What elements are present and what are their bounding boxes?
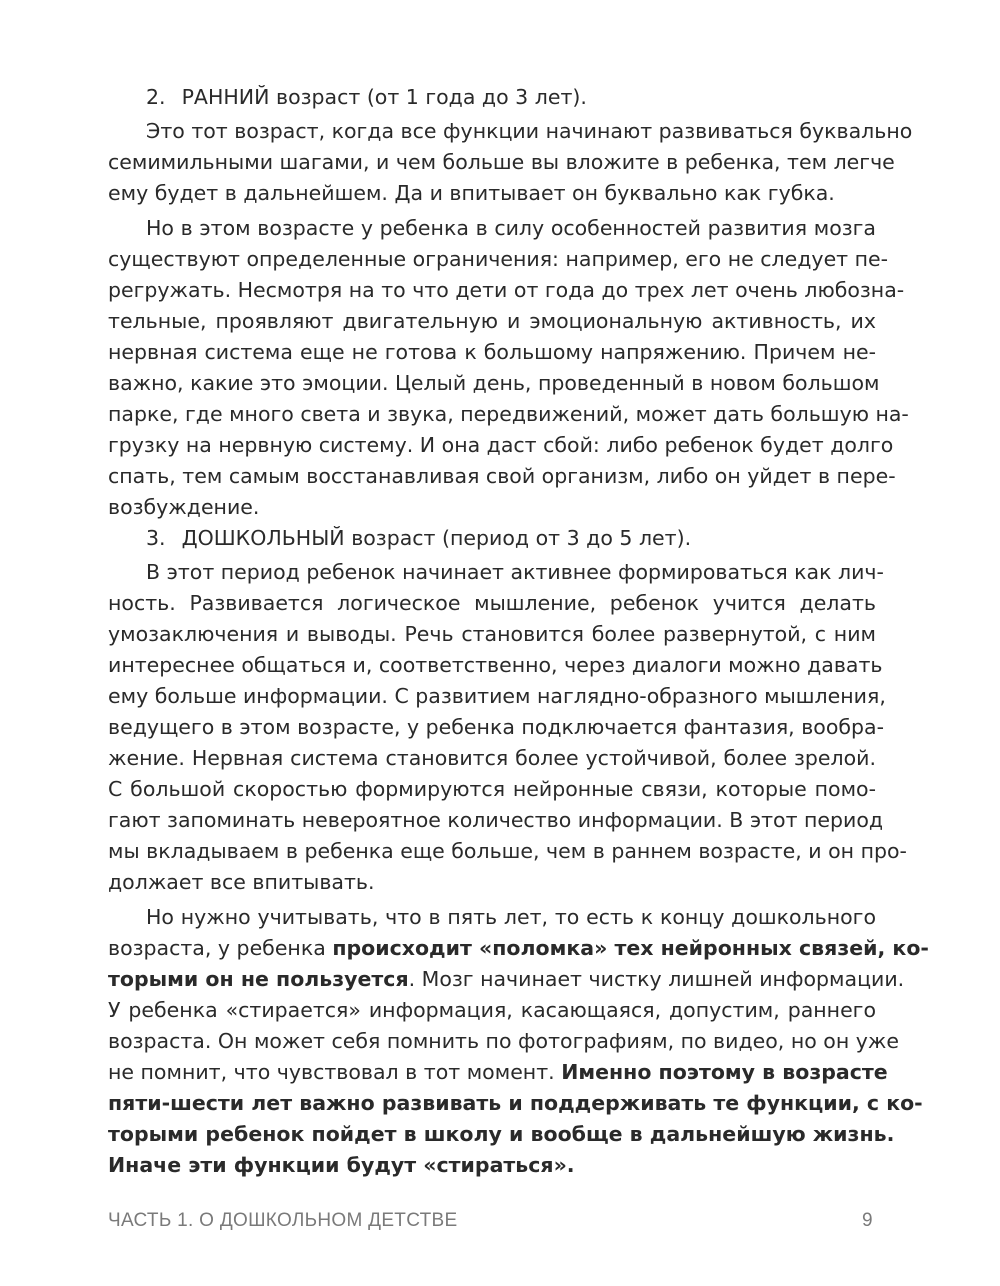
paragraph-line: жение. Нервная система становится более устойчивой, более зрелой. (108, 746, 876, 770)
paragraph-line: мы вкладываем в ребенка еще больше, чем в раннем возрасте, и он про- (108, 839, 907, 863)
paragraph-line (108, 964, 905, 995)
section-number: 2. (146, 85, 166, 109)
paragraph-line: парке, где много света и звука, передвижений, может дать большую на- (108, 402, 909, 426)
paragraph-line: ему больше информации. С развитием наглядно-образного мышления, (108, 684, 886, 708)
running-title: ЧАСТЬ 1. О ДОШКОЛЬНОМ ДЕТСТВЕ (108, 1210, 458, 1231)
paragraph-line: торыми ребенок пойдет в школу и вообще в дальнейшую жизнь. (108, 1122, 895, 1146)
section-heading-preschool (108, 523, 876, 554)
paragraph-line: С большой скоростью формируются нейронные связи, которые помо- (108, 777, 876, 801)
paragraph (108, 213, 909, 523)
paragraph-line: грузку на нервную систему. И она даст сбой: либо ребенок будет долго (108, 433, 894, 457)
section-number: 3. (146, 526, 166, 550)
paragraph-line: спать, тем самым восстанавливая свой организм, либо он уйдет в пере- (108, 464, 896, 488)
paragraph-line: Но нужно учитывать, что в пять лет, то есть к концу дошкольного (146, 905, 876, 929)
paragraph-line: пяти-шести лет важно развивать и поддерживать те функции, с ко- (108, 1091, 923, 1115)
paragraph-line: умозаключения и выводы. Речь становится более развернутой, с ним (108, 622, 876, 646)
paragraph-line: В этот период ребенок начинает активнее формироваться как лич- (146, 560, 884, 584)
plain-text: возраста, у ребенка (108, 936, 333, 960)
paragraph-line: ведущего в этом возрасте, у ребенка подключается фантазия, вообра- (108, 715, 884, 739)
paragraph (108, 902, 929, 1181)
paragraph-line: регружать. Несмотря на то что дети от года до трех лет очень любозна- (108, 278, 905, 302)
paragraph-line: ему будет в дальнейшем. Да и впитывает он буквально как губка. (108, 181, 835, 205)
section-title-caps: РАННИЙ (181, 85, 270, 109)
paragraph-line: гают запоминать невероятное количество информации. В этот период (108, 808, 884, 832)
paragraph-line (108, 1057, 888, 1088)
paragraph-line: У ребенка «стирается» информация, касающаяся, допустим, раннего (108, 998, 876, 1022)
page-body (108, 82, 929, 1181)
section-title-rest: возраст (от 1 года до 3 лет). (275, 85, 587, 109)
paragraph-line: существуют определенные ограничения: например, его не следует пе- (108, 247, 889, 271)
bold-text: происходит «поломка» тех нейронных связей, ко- (332, 936, 929, 960)
paragraph-line: нервная система еще не готова к большому напряжению. Причем не- (108, 340, 876, 364)
bold-text: Именно поэтому в возрасте (561, 1060, 888, 1084)
page-number: 9 (862, 1210, 873, 1231)
paragraph-line (108, 933, 929, 964)
bold-text: торыми он не пользуется (108, 967, 409, 991)
plain-text: не помнит, что чувствовал в тот момент. (108, 1060, 562, 1084)
paragraph (108, 557, 907, 898)
section-title-rest: возраст (период от 3 до 5 лет). (351, 526, 692, 550)
paragraph-line: Но в этом возрасте у ребенка в силу особенностей развития мозга (146, 216, 876, 240)
paragraph-line: семимильными шагами, и чем больше вы вложите в ребенка, тем легче (108, 150, 895, 174)
section-heading-early (108, 82, 876, 113)
paragraph-line: ность. Развивается логическое мышление, ребенок учится делать (108, 591, 876, 615)
section-title-caps: ДОШКОЛЬНЫЙ (181, 526, 345, 550)
paragraph-line: тельные, проявляют двигательную и эмоциональную активность, их (108, 309, 876, 333)
paragraph-line: возраста. Он может себя помнить по фотографиям, по видео, но он уже (108, 1029, 899, 1053)
paragraph-line: Иначе эти функции будут «стираться». (108, 1153, 575, 1177)
paragraph (108, 116, 913, 209)
paragraph-line: интереснее общаться и, соответственно, через диалоги можно давать (108, 653, 883, 677)
plain-text: . Мозг начинает чистку лишней информации. (408, 967, 905, 991)
paragraph-line: важно, какие это эмоции. Целый день, проведенный в новом большом (108, 371, 880, 395)
paragraph-line: должает все впитывать. (108, 870, 375, 894)
paragraph-line: возбуждение. (108, 495, 260, 519)
paragraph-line: Это тот возраст, когда все функции начинают развиваться буквально (146, 119, 913, 143)
